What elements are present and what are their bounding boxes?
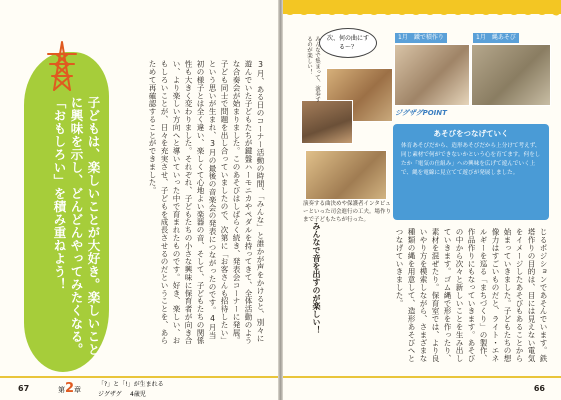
photo-caption-vertical: みんなで集まって、演奏するのが楽しい！ [306, 36, 320, 102]
point-body: 体育あそびだから、造形あそびだから上分けて考えず、同じ素材で何ができないかという心を育てます。何をしたか「電気の仕組み」への興味を広げて遊んでいく上で、縄を電線に見立てて遊びが発展しました。 [401, 143, 541, 176]
right-body-text: じるポジションであそんでいます。鉄塔作りの目的は、目には見えない電気をイメージしたあそびもあることから始まっていきました。子どもたちの想像力はすごいものだと、ライト・エネルギーを巡る「まちづくり」の製作、作品作りにもなっていきます。あそびの中から次々と新しいことを生み出していきます。ゴム縄で形を作ったり、素材を混ぜたり。保育室では、より良いやり方を模索しながら、さまざまな種類の縄を用意して、造形あそびへとつなげていきました。 [395, 228, 548, 363]
chapter-label: 第 [58, 386, 65, 394]
photo-tower-building [394, 44, 470, 106]
catch-copy: 子どもは、楽しいことが大好き。楽しいことに興味を示し、どんどんやってみたくなる。「おもしろい」を積み重ねよう！ [52, 96, 101, 356]
speech-bubble-text: 次、何の曲にする〜？ [326, 35, 369, 51]
chapter-number: 2 [65, 381, 75, 396]
photo-caption-bottom: 演奏する曲決めや保護者インタビューといった司会進行の工夫。場作りまで子どもたちが行った。 [303, 201, 392, 223]
tag-rope-play: 1月 縄あそび [473, 33, 519, 43]
right-page [283, 0, 561, 400]
right-footer [283, 376, 561, 400]
photo-children-group [301, 100, 353, 144]
point-header: ジグザグPOINT [395, 109, 447, 117]
left-body-text: 3月、ある日のコーナー活動の時間、「みんな」と誰かが声をかけると、別々に遊んでいた子どもたちが鍵盤ハーモニカやペダルを持ってきて、全体活動のような合奏会が始まりました。このあそびはしばらく続き、発表会コーナーに発展。子ども同士で問題を出し合っていましたので、次第に「お客さんも招待したい」という思いが生まれ、3月の最後の音楽会の発表につながったのです。4月当初の様子とは全く違い、楽しくて心地よい楽器の音、そして、子どもたちの関係性も大きく変わりました。それぞれ、子どもたちの小さな興味に保育者が向き合い、より楽しい方向へと導いていった中で育まれたものです。好き、楽しい、おもしろいことが、日々を充実させ、子どもを成長させるのだということを、あらためて再確認することができました。 [148, 60, 265, 345]
left-footer [0, 376, 278, 400]
chapter-title-line2: ジグザグ [98, 391, 122, 398]
chapter-badge [58, 381, 81, 396]
page-number-left: 67 [18, 384, 30, 393]
tag-tower-building: 1月 鐵で積作り [395, 33, 447, 43]
chapter-title-line1: 「?」と「!」が生まれる [98, 381, 164, 388]
point-title: あそびをつなげていく [433, 129, 509, 138]
page-number-right: 66 [533, 384, 545, 393]
chapter-suffix: 章 [74, 386, 82, 394]
photo-rope-play [471, 44, 551, 106]
speech-bubble [319, 28, 377, 58]
scallop-border [283, 10, 561, 20]
power-tower-icon [44, 40, 80, 92]
section-heading: みんなで音を出すのが楽しい！ [312, 222, 321, 334]
left-page [0, 0, 278, 400]
chapter-title-line3: 4歳児 [130, 391, 146, 398]
photo-children-performance [305, 150, 387, 200]
